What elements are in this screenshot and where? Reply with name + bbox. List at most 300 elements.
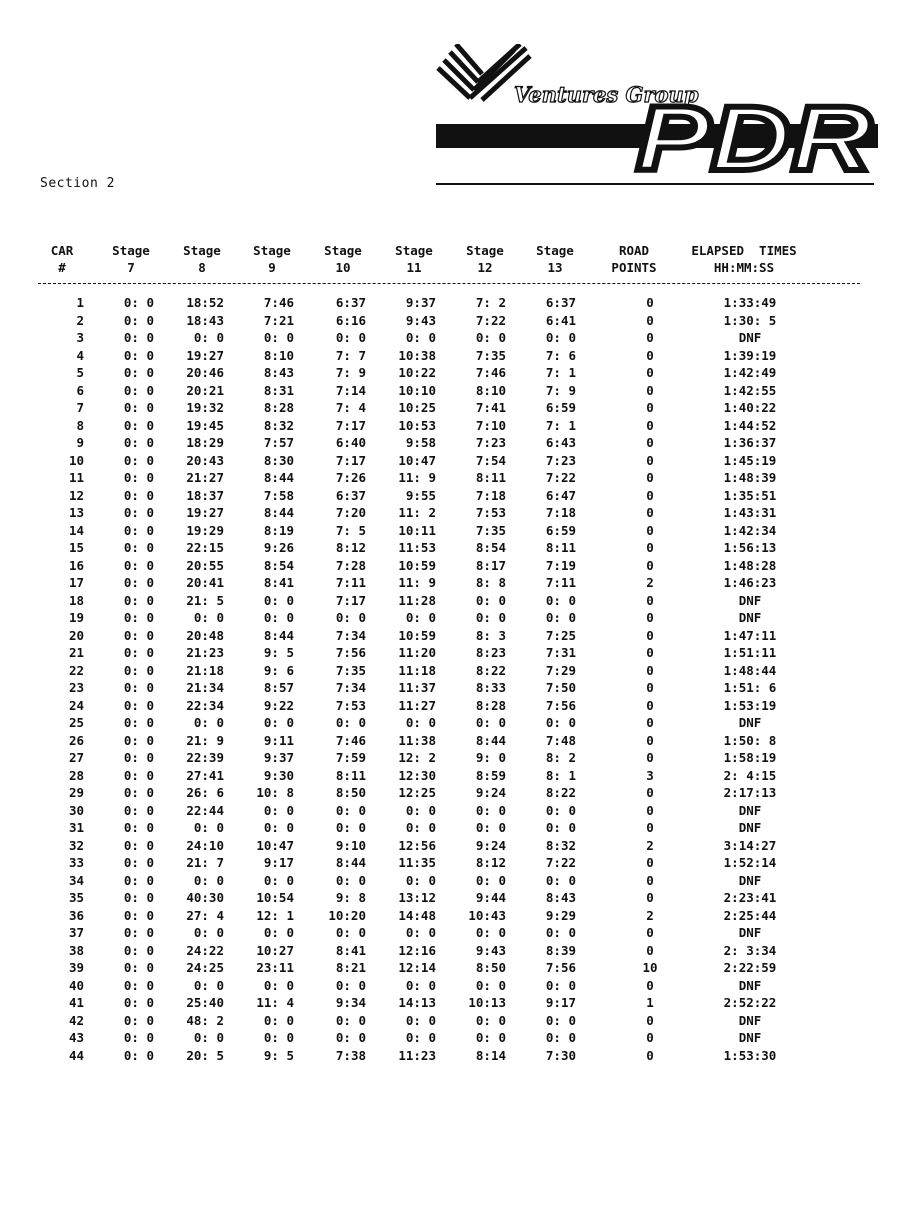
cell-road-points: 0 bbox=[646, 452, 654, 468]
cell-stage-9: 10:27 bbox=[256, 942, 294, 958]
cell-elapsed-time: 1:36:37 bbox=[723, 435, 777, 450]
cell-stage-10: 7:46 bbox=[335, 732, 366, 748]
cell-stage-11: 10:59 bbox=[398, 557, 436, 573]
cell-elapsed-time: 1:33:49 bbox=[723, 295, 777, 310]
cell-stage-13: 0: 0 bbox=[545, 1030, 576, 1045]
cell-stage-12: 7:18 bbox=[475, 487, 506, 503]
cell-car: 14 bbox=[68, 522, 84, 538]
cell-elapsed-time: 1:40:22 bbox=[723, 400, 777, 415]
cell-stage-11: 11: 9 bbox=[398, 470, 436, 485]
cell-stage-12: 7:23 bbox=[475, 435, 506, 450]
cell-stage-10: 6:37 bbox=[335, 295, 366, 310]
cell-stage-10: 7:53 bbox=[335, 697, 366, 713]
cell-road-points: 0 bbox=[646, 925, 654, 940]
table-row bbox=[0, 574, 900, 592]
cell-road-points: 0 bbox=[646, 487, 654, 503]
cell-stage-8: 0: 0 bbox=[193, 330, 224, 345]
cell-stage-12: 7: 2 bbox=[475, 295, 506, 310]
table-row bbox=[0, 417, 900, 435]
cell-stage-9: 0: 0 bbox=[263, 592, 294, 608]
cell-stage-9: 8:41 bbox=[263, 575, 294, 590]
cell-elapsed-time: 1:43:31 bbox=[723, 505, 777, 520]
cell-stage-10: 7: 9 bbox=[335, 365, 366, 380]
cell-stage-13: 0: 0 bbox=[545, 592, 576, 608]
table-row bbox=[0, 837, 900, 855]
cell-stage-12: 0: 0 bbox=[475, 1012, 506, 1028]
cell-stage-11: 10:22 bbox=[398, 365, 436, 380]
cell-stage-13: 6:43 bbox=[545, 435, 576, 450]
cell-stage-13: 6:47 bbox=[545, 487, 576, 503]
cell-car: 24 bbox=[68, 697, 84, 713]
cell-stage-7: 0: 0 bbox=[123, 627, 154, 643]
cell-elapsed-time: 2: 4:15 bbox=[723, 767, 777, 783]
cell-stage-12: 0: 0 bbox=[475, 592, 506, 608]
cell-car: 35 bbox=[68, 890, 84, 905]
cell-car: 12 bbox=[68, 487, 84, 503]
table-row bbox=[0, 329, 900, 347]
cell-stage-11: 10:59 bbox=[398, 627, 436, 643]
cell-stage-11: 9:55 bbox=[405, 487, 436, 503]
cell-stage-13: 8:22 bbox=[545, 785, 576, 800]
cell-road-points: 0 bbox=[646, 715, 654, 730]
cell-stage-13: 7: 1 bbox=[545, 365, 576, 380]
cell-stage-13: 6:59 bbox=[545, 522, 576, 538]
cell-stage-12: 8:22 bbox=[475, 662, 506, 678]
cell-stage-13: 0: 0 bbox=[545, 925, 576, 940]
cell-stage-10: 7: 5 bbox=[335, 522, 366, 538]
cell-stage-12: 9: 0 bbox=[475, 750, 506, 765]
cell-elapsed-time: 1:45:19 bbox=[723, 452, 777, 468]
cell-stage-9: 0: 0 bbox=[263, 610, 294, 625]
cell-road-points: 0 bbox=[646, 750, 654, 765]
cell-car: 28 bbox=[68, 767, 84, 783]
cell-elapsed-time: 2:52:22 bbox=[723, 995, 777, 1010]
cell-stage-8: 0: 0 bbox=[193, 925, 224, 940]
cell-stage-9: 9: 6 bbox=[263, 662, 294, 678]
cell-stage-13: 8:39 bbox=[545, 942, 576, 958]
cell-stage-13: 7:11 bbox=[545, 575, 576, 590]
cell-stage-13: 7:22 bbox=[545, 855, 576, 870]
cell-stage-8: 22:44 bbox=[186, 802, 224, 818]
table-header bbox=[0, 242, 900, 278]
cell-stage-9: 8:32 bbox=[263, 417, 294, 433]
table-row bbox=[0, 539, 900, 557]
cell-stage-10: 7:14 bbox=[335, 382, 366, 398]
cell-stage-7: 0: 0 bbox=[123, 557, 154, 573]
cell-stage-11: 0: 0 bbox=[405, 330, 436, 345]
cell-stage-7: 0: 0 bbox=[123, 347, 154, 363]
table-row bbox=[0, 872, 900, 890]
cell-stage-7: 0: 0 bbox=[123, 977, 154, 993]
cell-stage-8: 24:22 bbox=[186, 942, 224, 958]
cell-stage-9: 0: 0 bbox=[263, 872, 294, 888]
cell-stage-7: 0: 0 bbox=[123, 855, 154, 870]
table-row bbox=[0, 767, 900, 785]
cell-road-points: 0 bbox=[646, 1012, 654, 1028]
cell-stage-11: 9:58 bbox=[405, 435, 436, 450]
cell-elapsed-time: 2: 3:34 bbox=[723, 942, 777, 958]
cell-stage-10: 0: 0 bbox=[335, 715, 366, 730]
cell-car: 17 bbox=[68, 575, 84, 590]
cell-stage-9: 8:19 bbox=[263, 522, 294, 538]
cell-road-points: 0 bbox=[646, 1047, 654, 1063]
cell-stage-7: 0: 0 bbox=[123, 1047, 154, 1063]
cell-stage-12: 7:41 bbox=[475, 400, 506, 415]
cell-stage-9: 0: 0 bbox=[263, 1012, 294, 1028]
cell-stage-8: 24:25 bbox=[186, 960, 224, 975]
cell-car: 21 bbox=[68, 645, 84, 660]
cell-stage-10: 9:10 bbox=[335, 837, 366, 853]
cell-stage-12: 8:14 bbox=[475, 1047, 506, 1063]
cell-elapsed-time: DNF bbox=[738, 330, 762, 345]
cell-stage-9: 8:57 bbox=[263, 680, 294, 695]
header-stage-7: Stage 7 bbox=[112, 243, 150, 275]
cell-stage-8: 22:34 bbox=[186, 697, 224, 713]
cell-stage-11: 9:37 bbox=[405, 295, 436, 310]
cell-stage-10: 7: 4 bbox=[335, 400, 366, 415]
cell-stage-9: 7:57 bbox=[263, 435, 294, 450]
cell-road-points: 0 bbox=[646, 435, 654, 450]
cell-stage-8: 18:29 bbox=[186, 435, 224, 450]
table-row bbox=[0, 1012, 900, 1030]
cell-stage-7: 0: 0 bbox=[123, 487, 154, 503]
cell-stage-13: 7:22 bbox=[545, 470, 576, 485]
cell-stage-8: 0: 0 bbox=[193, 610, 224, 625]
cell-elapsed-time: DNF bbox=[738, 610, 762, 625]
cell-stage-9: 0: 0 bbox=[263, 820, 294, 835]
table-row bbox=[0, 802, 900, 820]
cell-elapsed-time: DNF bbox=[738, 715, 762, 730]
cell-road-points: 0 bbox=[646, 557, 654, 573]
cell-stage-9: 9:26 bbox=[263, 540, 294, 555]
cell-stage-7: 0: 0 bbox=[123, 820, 154, 835]
table-row bbox=[0, 977, 900, 995]
cell-stage-13: 0: 0 bbox=[545, 330, 576, 345]
table-row bbox=[0, 662, 900, 680]
cell-stage-8: 19:29 bbox=[186, 522, 224, 538]
cell-stage-12: 9:44 bbox=[475, 890, 506, 905]
cell-stage-13: 6:37 bbox=[545, 295, 576, 310]
cell-stage-12: 8:59 bbox=[475, 767, 506, 783]
table-row bbox=[0, 1029, 900, 1047]
cell-stage-12: 8:44 bbox=[475, 732, 506, 748]
cell-stage-8: 20:55 bbox=[186, 557, 224, 573]
cell-stage-10: 8:50 bbox=[335, 785, 366, 800]
cell-stage-7: 0: 0 bbox=[123, 592, 154, 608]
cell-car: 2 bbox=[76, 312, 84, 328]
cell-road-points: 0 bbox=[646, 977, 654, 993]
cell-car: 11 bbox=[68, 470, 84, 485]
cell-stage-12: 9:24 bbox=[475, 785, 506, 800]
cell-stage-12: 8:28 bbox=[475, 697, 506, 713]
cell-stage-8: 18:37 bbox=[186, 487, 224, 503]
table-row bbox=[0, 732, 900, 750]
cell-road-points: 0 bbox=[646, 1030, 654, 1045]
cell-stage-8: 20:41 bbox=[186, 575, 224, 590]
cell-road-points: 0 bbox=[646, 540, 654, 555]
cell-road-points: 0 bbox=[646, 942, 654, 958]
cell-stage-12: 8:10 bbox=[475, 382, 506, 398]
cell-stage-12: 0: 0 bbox=[475, 1030, 506, 1045]
cell-stage-9: 10: 8 bbox=[256, 785, 294, 800]
cell-stage-10: 7:17 bbox=[335, 417, 366, 433]
header-elapsed-times: ELAPSED TIMES HH:MM:SS bbox=[691, 243, 797, 275]
cell-stage-12: 0: 0 bbox=[475, 820, 506, 835]
cell-elapsed-time: 1:42:55 bbox=[723, 382, 777, 398]
cell-stage-7: 0: 0 bbox=[123, 697, 154, 713]
cell-stage-10: 7:35 bbox=[335, 662, 366, 678]
cell-stage-13: 0: 0 bbox=[545, 715, 576, 730]
cell-elapsed-time: 1:50: 8 bbox=[723, 732, 777, 748]
cell-stage-9: 8:44 bbox=[263, 505, 294, 520]
cell-stage-7: 0: 0 bbox=[123, 890, 154, 905]
cell-stage-7: 0: 0 bbox=[123, 750, 154, 765]
cell-stage-11: 10:47 bbox=[398, 452, 436, 468]
cell-stage-7: 0: 0 bbox=[123, 1030, 154, 1045]
cell-stage-7: 0: 0 bbox=[123, 960, 154, 975]
cell-stage-7: 0: 0 bbox=[123, 942, 154, 958]
cell-stage-10: 8:11 bbox=[335, 767, 366, 783]
cell-stage-10: 7:34 bbox=[335, 680, 366, 695]
cell-road-points: 2 bbox=[646, 575, 654, 590]
cell-stage-8: 21:23 bbox=[186, 645, 224, 660]
cell-stage-10: 9:34 bbox=[335, 995, 366, 1010]
cell-car: 16 bbox=[68, 557, 84, 573]
cell-stage-7: 0: 0 bbox=[123, 767, 154, 783]
cell-stage-9: 10:47 bbox=[256, 837, 294, 853]
cell-car: 10 bbox=[68, 452, 84, 468]
cell-stage-10: 8:12 bbox=[335, 540, 366, 555]
cell-car: 37 bbox=[68, 925, 84, 940]
cell-stage-7: 0: 0 bbox=[123, 505, 154, 520]
cell-road-points: 0 bbox=[646, 470, 654, 485]
cell-stage-13: 7:30 bbox=[545, 1047, 576, 1063]
cell-stage-8: 19:45 bbox=[186, 417, 224, 433]
cell-stage-11: 0: 0 bbox=[405, 977, 436, 993]
cell-stage-10: 7: 7 bbox=[335, 347, 366, 363]
cell-stage-8: 19:32 bbox=[186, 400, 224, 415]
cell-elapsed-time: 1:58:19 bbox=[723, 750, 777, 765]
table-row bbox=[0, 434, 900, 452]
cell-stage-12: 0: 0 bbox=[475, 925, 506, 940]
cell-road-points: 0 bbox=[646, 732, 654, 748]
table-row bbox=[0, 942, 900, 960]
cell-stage-11: 12:25 bbox=[398, 785, 436, 800]
cell-elapsed-time: 3:14:27 bbox=[723, 837, 777, 853]
cell-stage-12: 7:35 bbox=[475, 522, 506, 538]
cell-stage-10: 7:59 bbox=[335, 750, 366, 765]
cell-stage-9: 8:10 bbox=[263, 347, 294, 363]
cell-stage-8: 18:43 bbox=[186, 312, 224, 328]
cell-stage-7: 0: 0 bbox=[123, 312, 154, 328]
cell-stage-12: 0: 0 bbox=[475, 977, 506, 993]
cell-stage-11: 14:13 bbox=[398, 995, 436, 1010]
logo-wordmark: Ventures Group bbox=[514, 82, 699, 107]
cell-elapsed-time: DNF bbox=[738, 872, 762, 888]
cell-stage-13: 7:48 bbox=[545, 732, 576, 748]
table-row bbox=[0, 749, 900, 767]
cell-stage-10: 7:28 bbox=[335, 557, 366, 573]
cell-road-points: 0 bbox=[646, 697, 654, 713]
cell-elapsed-time: DNF bbox=[738, 592, 762, 608]
cell-car: 27 bbox=[68, 750, 84, 765]
table-row bbox=[0, 854, 900, 872]
cell-stage-8: 27: 4 bbox=[186, 907, 224, 923]
cell-stage-7: 0: 0 bbox=[123, 575, 154, 590]
cell-road-points: 0 bbox=[646, 680, 654, 695]
cell-stage-11: 10:25 bbox=[398, 400, 436, 415]
header-stage-10: Stage 10 bbox=[324, 243, 362, 275]
cell-stage-9: 0: 0 bbox=[263, 925, 294, 940]
cell-car: 15 bbox=[68, 540, 84, 555]
cell-stage-7: 0: 0 bbox=[123, 610, 154, 625]
cell-stage-7: 0: 0 bbox=[123, 470, 154, 485]
cell-stage-11: 12:16 bbox=[398, 942, 436, 958]
cell-stage-8: 0: 0 bbox=[193, 977, 224, 993]
table-row bbox=[0, 609, 900, 627]
cell-stage-10: 7:56 bbox=[335, 645, 366, 660]
cell-stage-9: 8:54 bbox=[263, 557, 294, 573]
cell-stage-11: 11:53 bbox=[398, 540, 436, 555]
cell-stage-9: 8:44 bbox=[263, 627, 294, 643]
cell-stage-12: 8:33 bbox=[475, 680, 506, 695]
cell-stage-13: 8:43 bbox=[545, 890, 576, 905]
cell-road-points: 0 bbox=[646, 417, 654, 433]
cell-stage-12: 8:11 bbox=[475, 470, 506, 485]
cell-car: 41 bbox=[68, 995, 84, 1010]
cell-stage-9: 9:17 bbox=[263, 855, 294, 870]
table-row bbox=[0, 469, 900, 487]
cell-car: 3 bbox=[76, 330, 84, 345]
cell-stage-11: 11:23 bbox=[398, 1047, 436, 1063]
cell-car: 39 bbox=[68, 960, 84, 975]
cell-stage-13: 8:32 bbox=[545, 837, 576, 853]
cell-stage-9: 8:44 bbox=[263, 470, 294, 485]
cell-stage-10: 0: 0 bbox=[335, 820, 366, 835]
cell-stage-9: 9:37 bbox=[263, 750, 294, 765]
cell-stage-8: 0: 0 bbox=[193, 1030, 224, 1045]
cell-stage-10: 7:17 bbox=[335, 452, 366, 468]
cell-car: 26 bbox=[68, 732, 84, 748]
cell-road-points: 10 bbox=[642, 960, 658, 975]
cell-stage-9: 10:54 bbox=[256, 890, 294, 905]
cell-stage-7: 0: 0 bbox=[123, 1012, 154, 1028]
cell-stage-13: 7:56 bbox=[545, 960, 576, 975]
cell-stage-10: 9: 8 bbox=[335, 890, 366, 905]
cell-car: 8 bbox=[76, 417, 84, 433]
table-row bbox=[0, 1047, 900, 1065]
cell-car: 42 bbox=[68, 1012, 84, 1028]
cell-stage-13: 7:18 bbox=[545, 505, 576, 520]
cell-stage-12: 9:43 bbox=[475, 942, 506, 958]
cell-stage-13: 6:41 bbox=[545, 312, 576, 328]
cell-stage-11: 0: 0 bbox=[405, 802, 436, 818]
cell-stage-10: 0: 0 bbox=[335, 1012, 366, 1028]
cell-elapsed-time: 1:44:52 bbox=[723, 417, 777, 433]
cell-stage-7: 0: 0 bbox=[123, 802, 154, 818]
cell-stage-7: 0: 0 bbox=[123, 785, 154, 800]
cell-stage-10: 6:40 bbox=[335, 435, 366, 450]
cell-road-points: 0 bbox=[646, 592, 654, 608]
cell-stage-8: 18:52 bbox=[186, 295, 224, 310]
table-row bbox=[0, 399, 900, 417]
cell-stage-8: 20:46 bbox=[186, 365, 224, 380]
cell-stage-11: 11:27 bbox=[398, 697, 436, 713]
cell-road-points: 0 bbox=[646, 627, 654, 643]
cell-stage-11: 0: 0 bbox=[405, 1030, 436, 1045]
table-row bbox=[0, 959, 900, 977]
table-row bbox=[0, 382, 900, 400]
cell-stage-9: 9: 5 bbox=[263, 645, 294, 660]
cell-stage-7: 0: 0 bbox=[123, 452, 154, 468]
cell-stage-8: 25:40 bbox=[186, 995, 224, 1010]
cell-stage-12: 8:17 bbox=[475, 557, 506, 573]
cell-stage-11: 0: 0 bbox=[405, 1012, 436, 1028]
cell-road-points: 0 bbox=[646, 662, 654, 678]
cell-stage-8: 26: 6 bbox=[186, 785, 224, 800]
header-stage-13: Stage 13 bbox=[536, 243, 574, 275]
cell-car: 29 bbox=[68, 785, 84, 800]
cell-elapsed-time: 1:51: 6 bbox=[723, 680, 777, 695]
cell-stage-13: 8: 2 bbox=[545, 750, 576, 765]
cell-stage-11: 9:43 bbox=[405, 312, 436, 328]
cell-stage-12: 8:23 bbox=[475, 645, 506, 660]
cell-stage-11: 0: 0 bbox=[405, 872, 436, 888]
cell-elapsed-time: 2:17:13 bbox=[723, 785, 777, 800]
cell-stage-10: 6:37 bbox=[335, 487, 366, 503]
cell-car: 25 bbox=[68, 715, 84, 730]
cell-car: 38 bbox=[68, 942, 84, 958]
cell-stage-13: 7: 9 bbox=[545, 382, 576, 398]
cell-stage-7: 0: 0 bbox=[123, 435, 154, 450]
cell-stage-13: 0: 0 bbox=[545, 872, 576, 888]
cell-stage-12: 7:54 bbox=[475, 452, 506, 468]
table-row bbox=[0, 592, 900, 610]
cell-road-points: 0 bbox=[646, 330, 654, 345]
cell-stage-10: 10:20 bbox=[328, 907, 366, 923]
cell-stage-11: 10:53 bbox=[398, 417, 436, 433]
cell-elapsed-time: DNF bbox=[738, 925, 762, 940]
cell-stage-10: 7:11 bbox=[335, 575, 366, 590]
cell-stage-7: 0: 0 bbox=[123, 925, 154, 940]
cell-stage-13: 7:23 bbox=[545, 452, 576, 468]
cell-road-points: 0 bbox=[646, 802, 654, 818]
cell-elapsed-time: 1:39:19 bbox=[723, 347, 777, 363]
cell-elapsed-time: DNF bbox=[738, 1030, 762, 1045]
cell-stage-7: 0: 0 bbox=[123, 400, 154, 415]
cell-stage-8: 20:43 bbox=[186, 452, 224, 468]
logo-mark: PDR bbox=[636, 88, 872, 190]
cell-stage-11: 11:28 bbox=[398, 592, 436, 608]
cell-car: 23 bbox=[68, 680, 84, 695]
cell-stage-12: 7:10 bbox=[475, 417, 506, 433]
cell-car: 32 bbox=[68, 837, 84, 853]
cell-road-points: 0 bbox=[646, 295, 654, 310]
cell-elapsed-time: DNF bbox=[738, 802, 762, 818]
cell-stage-11: 11:35 bbox=[398, 855, 436, 870]
cell-road-points: 0 bbox=[646, 382, 654, 398]
cell-stage-10: 0: 0 bbox=[335, 925, 366, 940]
cell-stage-11: 11:18 bbox=[398, 662, 436, 678]
cell-car: 43 bbox=[68, 1030, 84, 1045]
cell-road-points: 0 bbox=[646, 347, 654, 363]
section-label: Section 2 bbox=[40, 176, 115, 191]
cell-road-points: 0 bbox=[646, 872, 654, 888]
cell-stage-7: 0: 0 bbox=[123, 907, 154, 923]
cell-stage-9: 11: 4 bbox=[256, 995, 294, 1010]
cell-stage-10: 0: 0 bbox=[335, 330, 366, 345]
cell-road-points: 0 bbox=[646, 365, 654, 380]
